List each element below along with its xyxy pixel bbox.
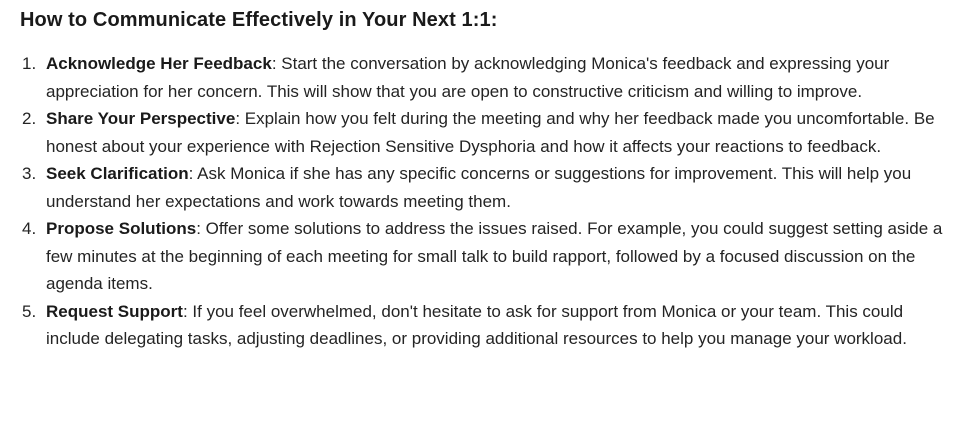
list-item-number: 1. — [22, 54, 37, 73]
list-item-text: : If you feel overwhelmed, don't hesitate to ask for support from Monica or your team. This could include delegating tasks, adjusting deadlines, or providing additional resources to help you manage your workload. — [46, 301, 907, 348]
list-item-title: Share Your Perspective — [46, 109, 236, 128]
list-item — [20, 215, 955, 298]
list-item-text: : Offer some solutions to address the issues raised. For example, you could suggest setting aside a few minutes at the beginning of each meeting for small talk to build rapport, followed by a focused discussion on the agenda items. — [46, 219, 943, 293]
list-item-number: 5. — [22, 301, 37, 321]
list-item — [20, 50, 955, 105]
list-item-number: 4. — [22, 219, 37, 238]
list-item — [20, 160, 955, 215]
list-item-title: Propose Solutions — [46, 219, 197, 238]
list-item — [20, 298, 955, 353]
list-item — [20, 105, 955, 160]
list-item-title: Acknowledge Her Feedback — [46, 54, 272, 73]
list-item-title: Request Support — [46, 301, 183, 321]
list-item-title: Seek Clarification — [46, 164, 189, 183]
list-item-text: : Start the conversation by acknowledging Monica's feedback and expressing your appreciation for her concern. This will show that you are open to constructive criticism and willing to improve. — [46, 54, 890, 101]
tips-list — [20, 50, 955, 353]
list-item-text: : Ask Monica if she has any specific concerns or suggestions for improvement. This will help you understand her expectations and work towards meeting them. — [46, 164, 912, 211]
list-item-number: 3. — [22, 164, 37, 183]
list-item-number: 2. — [22, 109, 37, 128]
section-heading: How to Communicate Effectively in Your Next 1:1: — [20, 9, 498, 31]
list-item-text: : Explain how you felt during the meeting and why her feedback made you uncomfortable. Be honest about your experience with Rejection Sensitive Dysphoria and how it affects your reactions to feedback. — [46, 109, 935, 156]
